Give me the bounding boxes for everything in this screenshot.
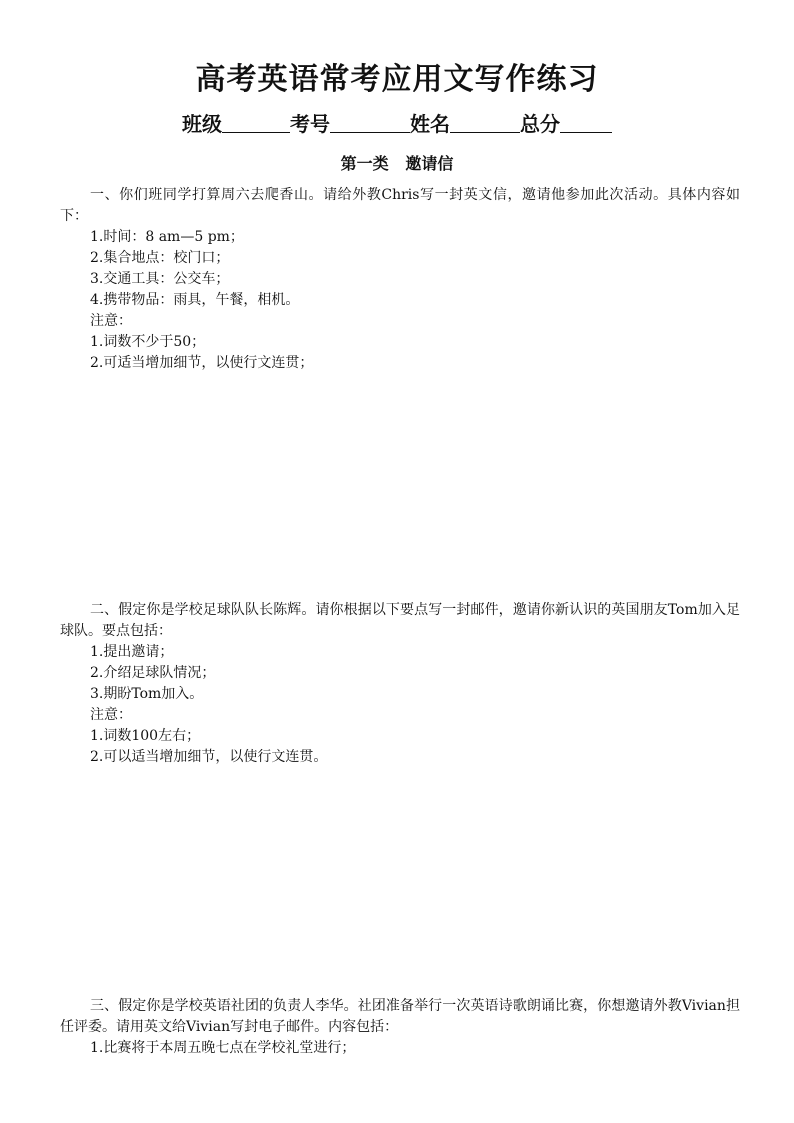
class-blank: [222, 110, 290, 133]
question-line: 2.可适当增加细节，以使行文连贯；: [90, 355, 314, 371]
question-line: 3.交通工具：公交车；: [90, 271, 230, 287]
section-title: 第一类 邀请信: [340, 154, 454, 173]
question-line: 1.词数100左右；: [90, 728, 201, 744]
question-prompt: 三、假定你是学校英语社团的负责人李华。社团准备举行一次英语诗歌朗诵比赛，你想邀请外教Vivian担任评委。请用英文给Vivian写封电子邮件。内容包括：: [60, 998, 740, 1035]
question-line: 2.可以适当增加细节，以使行文连贯。: [90, 749, 328, 765]
question-line: 3.期盼Tom加入。: [90, 686, 204, 702]
question-line: 1.比赛将于本周五晚七点在学校礼堂进行；: [90, 1040, 356, 1056]
exam-no-label: 考号: [290, 112, 330, 136]
question-line: 注意：: [90, 707, 132, 723]
name-blank: [450, 110, 520, 133]
question-line: 注意：: [90, 313, 132, 329]
question-line: 2.介绍足球队情况；: [90, 665, 216, 681]
class-label: 班级: [182, 112, 222, 136]
question-prompt: 二、假定你是学校足球队队长陈辉。请你根据以下要点写一封邮件，邀请你新认识的英国朋友Tom加入足球队。要点包括：: [60, 602, 740, 639]
question-3: [60, 996, 740, 1059]
score-blank: [560, 110, 612, 133]
question-prompt: 一、你们班同学打算周六去爬香山。请给外教Chris写一封英文信，邀请他参加此次活动。具体内容如下：: [60, 187, 740, 224]
page-title: 高考英语常考应用文写作练习: [195, 62, 599, 97]
question-line: 1.时间：8 am—5 pm；: [90, 229, 244, 245]
question-2: [60, 600, 740, 768]
question-line: 1.提出邀请；: [90, 644, 174, 660]
student-info-line: [0, 108, 794, 140]
score-label: 总分: [520, 112, 560, 136]
exam-no-blank: [330, 110, 410, 133]
question-1: [60, 185, 740, 374]
name-label: 姓名: [410, 112, 450, 136]
question-line: 2.集合地点：校门口；: [90, 250, 230, 266]
question-line: 1.词数不少于50；: [90, 334, 206, 350]
question-line: 4.携带物品：雨具，午餐，相机。: [90, 292, 300, 308]
